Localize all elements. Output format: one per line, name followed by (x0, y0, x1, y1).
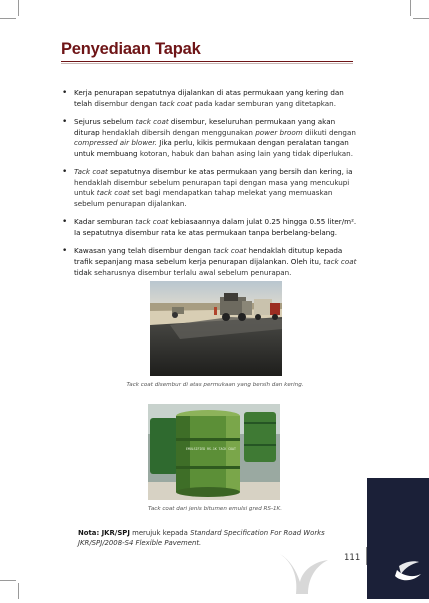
chapter-sidebar (367, 478, 429, 599)
swoosh-logo-icon (367, 478, 429, 599)
bullet-text: Sejurus sebelum (74, 116, 136, 126)
bullet-text: tack coat (135, 116, 169, 126)
bullet-text: tack coat (159, 98, 193, 108)
bullet-text: Kerja penurapan sepatutnya dijalankan di atas permukaan yang kering dan telah (74, 88, 344, 108)
note-text-2: Standard Specification For Road Works JKR/SPJ/2008-S4 Flexible Pavement. (78, 529, 325, 547)
paving-photo (150, 281, 282, 376)
bullet-item (62, 217, 360, 238)
bullet-text: tack coat (96, 188, 130, 198)
bullet-list (62, 88, 360, 286)
bullet-item (62, 117, 360, 159)
crop-mark (18, 0, 19, 16)
bullet-text: tack coat (135, 217, 169, 227)
crop-mark (0, 580, 16, 581)
bullet-item (62, 167, 360, 209)
page-number: 111 (344, 553, 361, 563)
page-title: Penyediaan Tapak (61, 40, 201, 58)
bullet-item (62, 246, 360, 278)
bullet-text: hendaklah dibersih dengan menggunakan (101, 127, 256, 137)
bullet-text: Tack coat (74, 167, 108, 177)
bullet-text: Jika perlu, kikis permukaan dengan peralatan tangan untuk membuang (74, 138, 349, 158)
arrow-swoosh-icon (272, 548, 332, 598)
drums-photo-image (148, 404, 280, 500)
drums-photo (148, 404, 280, 500)
title-rule-secondary (61, 63, 353, 64)
bullet-text: set bagi mendapatkan tahap melekat yang memuaskan sebelum penurapan dijalankan. (74, 188, 333, 208)
bullet-text: kotoran, habuk dan bahan asing lain yang tidak diperlukan. (139, 148, 353, 158)
bullet-text: disembur, keseluruhan permukaan yang akan diturap (74, 116, 336, 137)
bullet-text: power broom (255, 127, 303, 137)
bullet-text: Kadar semburan (74, 217, 136, 227)
crop-mark (0, 18, 16, 19)
bullet-text: Kawasan yang telah disembur dengan (74, 246, 214, 256)
bullet-text: kebiasaannya dalam julat 0.25 hingga 0.55 liter/m². Ia sepatutnya disembur rata ke atas permukaan tanpa berbelang-belang. (74, 217, 357, 237)
crop-mark (413, 18, 429, 19)
title-rule (61, 61, 353, 62)
crop-mark (410, 0, 411, 16)
bullet-item (62, 88, 360, 109)
bullet-text: sepatutnya disembur ke atas permukaan yang bersih dan kering, ia (107, 167, 353, 177)
paving-photo-image (150, 281, 282, 376)
bullet-text: disembur dengan (94, 98, 160, 108)
note-text-1: merujuk kepada (132, 529, 191, 537)
note-label: Nota: JKR/SPJ (78, 529, 130, 537)
reference-note (78, 528, 348, 548)
bullet-text: hendaklah disembur sebelum penurapan tapi dengan masa yang mencukupi untuk (74, 177, 350, 198)
bullet-text: seharusnya disembur terlalu awal sebelum penurapan. (94, 267, 292, 277)
bullet-text: diikuti dengan (302, 127, 356, 137)
bullet-text: tack coat (213, 246, 247, 256)
figure-caption-1: Tack coat disembur di atas permukaan yang bersih dan kering. (126, 382, 304, 388)
drum-label: EMULSIFIED RS-1K TACK COAT (186, 447, 236, 451)
bullet-text: pada kadar semburan yang ditetapkan. (192, 98, 336, 108)
bullet-text: hendaklah ditutup kepada trafik sepanjang masa sebelum kerja penurapan dijalankan. Oleh itu, (74, 246, 343, 266)
bullet-text: tack coat (323, 256, 357, 266)
crop-mark (18, 583, 19, 599)
bullet-text: tidak (74, 267, 95, 277)
bullet-text: compressed air blower. (74, 138, 157, 148)
figure-caption-2: Tack coat dari jenis bitumen emulsi gred RS-1K. (147, 506, 283, 512)
